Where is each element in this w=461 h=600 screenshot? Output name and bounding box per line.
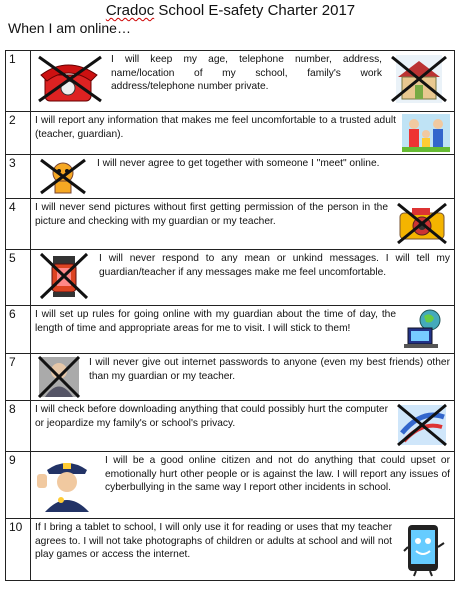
rule-cell [31,306,455,354]
rule-cell [31,199,455,250]
title-school-name: Cradoc [105,2,155,19]
table-row [6,452,455,519]
crossed-cartoon-icon [35,157,91,195]
table-row [6,199,455,250]
charter-table [5,50,455,581]
rule-number: 7 [6,354,31,401]
rule-number: 4 [6,199,31,250]
rule-number: 10 [6,519,31,581]
crossed-house-icon [388,53,450,105]
rule-number: 6 [6,306,31,354]
rule-text: I will never respond to any mean or unkind messages. I will tell my guardian/teacher if any messages make me feel uncomfortable. [99,253,450,278]
rule-text: If I bring a tablet to school, I will only use it for reading or uses that my teacher agrees to. I will not take photographs of children or adults at school and will not play games or access the internet. [35,522,392,561]
table-row [6,401,455,452]
rule-text: I will keep my age, telephone number, address, name/location of my school, family's work address/telephone number private. [111,54,382,93]
rule-number: 1 [6,51,31,112]
rule-cell [31,250,455,306]
crossed-person-icon [35,356,83,398]
rule-text: I will report any information that makes me feel uncomfortable to a trusted adult (teacher, guardian). [35,115,396,140]
rule-cell [31,155,455,199]
rule-cell [31,519,455,581]
rule-text: I will check before downloading anything that could possibly hurt the computer or jeopardize my family's or school's privacy. [35,404,388,429]
tablet-icon [398,521,450,577]
rule-cell [31,452,455,519]
policeman-icon [35,454,99,514]
globe-computer-icon [402,308,450,350]
rule-cell [31,401,455,452]
rule-number: 8 [6,401,31,452]
table-row [6,354,455,401]
rule-text: I will be a good online citizen and not do anything that could upset or emotionally hurt other people or is against the law. I will report any issues of cyberbullying in the same way I report other incidents in school. [105,455,450,494]
rule-cell [31,112,455,155]
crossed-lantern-icon [35,252,93,300]
crossed-download-icon [394,403,450,447]
table-row [6,250,455,306]
rule-text: I will never give out internet passwords to anyone (even my best friends) other than my guardian or my teacher. [89,357,450,382]
table-row [6,306,455,354]
family-icon [402,114,450,152]
page-title [0,2,461,19]
rule-number: 2 [6,112,31,155]
table-row [6,519,455,581]
crossed-camera-icon [394,201,450,245]
table-row [6,155,455,199]
rule-text: I will set up rules for going online with my guardian about the time of day, the length of time and appropriate areas for me to visit. I will stick to them! [35,309,396,334]
rule-number: 3 [6,155,31,199]
rule-number: 5 [6,250,31,306]
table-row [6,51,455,112]
title-rest: School E-safety Charter 2017 [158,2,356,19]
rule-cell [31,354,455,401]
table-row [6,112,455,155]
rule-text: I will never send pictures without first getting permission of the person in the picture and checking with my guardian or my teacher. [35,202,388,227]
rule-cell [31,51,455,112]
page-subtitle: When I am online… [8,20,131,36]
crossed-phone-icon [35,53,105,105]
rule-text: I will never agree to get together with someone I "meet" online. [97,158,380,169]
rule-number: 9 [6,452,31,519]
